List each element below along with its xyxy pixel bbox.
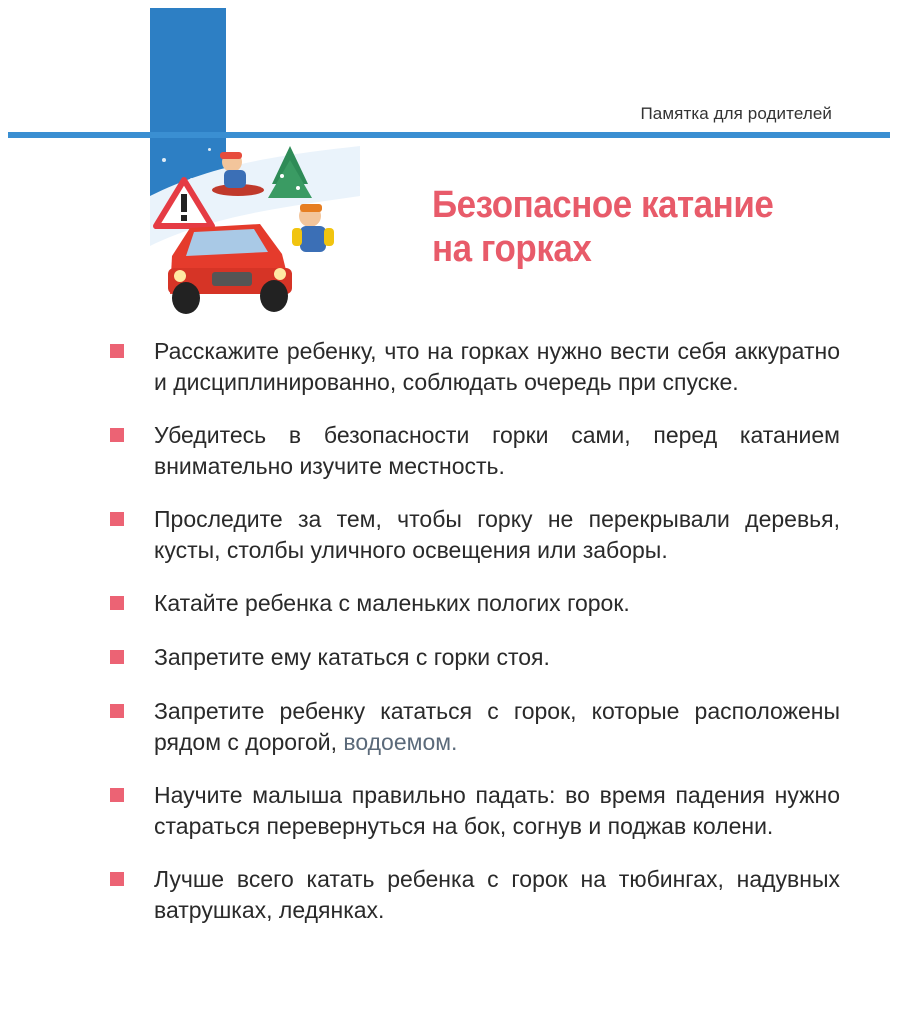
list-item xyxy=(110,504,840,566)
tip-text: Убедитесь в безопасности горки сами, перед катанием внимательно изучите местность. xyxy=(154,422,840,479)
tip-text: Запретите ему кататься с горки стоя. xyxy=(154,644,550,670)
tip-highlight: водоемом. xyxy=(343,729,458,755)
square-bullet-icon xyxy=(110,704,124,718)
tip-text: Катайте ребенка с маленьких пологих горок. xyxy=(154,590,630,616)
tip-text: Расскажите ребенку, что на горках нужно вести себя аккуратно и дисциплинированно, соблюдать очередь при спуске. xyxy=(154,338,840,395)
tip-text: Научите малыша правильно падать: во время падения нужно стараться перевернуться на бок, согнув и поджав колени. xyxy=(154,782,840,839)
list-item xyxy=(110,588,840,619)
square-bullet-icon xyxy=(110,512,124,526)
page-title xyxy=(432,183,773,271)
list-item xyxy=(110,864,840,926)
title-line-2: на горках xyxy=(432,228,592,270)
square-bullet-icon xyxy=(110,596,124,610)
list-item xyxy=(110,420,840,482)
title-line-1: Безопасное катание xyxy=(432,184,774,226)
square-bullet-icon xyxy=(110,872,124,886)
tip-text: Запретите ребенку кататься с горок, которые расположены рядом с дорогой, xyxy=(154,698,840,755)
header-divider-line xyxy=(8,132,890,138)
tip-text: Проследите за тем, чтобы горку не перекрывали деревья, кусты, столбы уличного освещения или заборы. xyxy=(154,506,840,563)
sledding-illustration xyxy=(150,136,360,326)
square-bullet-icon xyxy=(110,344,124,358)
header-label: Памятка для родителей xyxy=(640,104,832,123)
list-item xyxy=(110,696,840,758)
square-bullet-icon xyxy=(110,788,124,802)
list-item xyxy=(110,780,840,842)
square-bullet-icon xyxy=(110,428,124,442)
list-item xyxy=(110,336,840,398)
tip-text: Лучше всего катать ребенка с горок на тюбингах, надувных ватрушках, ледянках. xyxy=(154,866,840,923)
tips-list xyxy=(110,336,840,926)
square-bullet-icon xyxy=(110,650,124,664)
list-item xyxy=(110,642,840,673)
